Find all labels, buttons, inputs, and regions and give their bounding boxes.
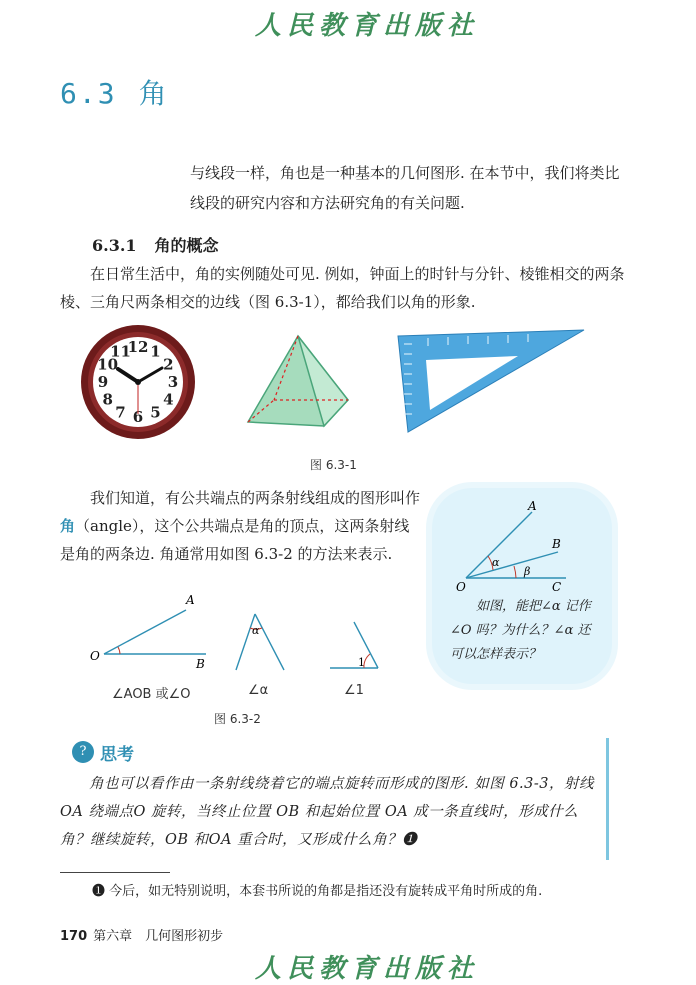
cloud-label-c: C: [552, 580, 562, 594]
cloud-label-alpha: α: [492, 556, 500, 569]
definition-text-before: 我们知道，有公共端点的两条射线组成的图形叫作: [90, 489, 421, 507]
clock-numeral: 12: [127, 338, 149, 356]
footnote: ❶ 今后，如无特别说明，本套书所说的角都是指还没有旋转成平角时所成的角.: [92, 884, 543, 899]
subsection-title: 角的概念: [154, 236, 219, 255]
figure-6-3-1: [78, 324, 588, 442]
section-title: [60, 72, 169, 112]
paragraph-examples: 在日常生活中，角的实例随处可见. 例如，钟面上的时针与分针、棱锥相交的两条棱、三角尺两条相交的边线（图 6.3-1），都给我们以角的形象.: [60, 265, 625, 311]
clock-numeral: 1: [150, 342, 161, 361]
fig2-label-a: A: [186, 593, 195, 607]
label-angle-aob: ∠AOB 或∠O: [112, 687, 191, 702]
definition-text-after: （angle），这个公共端点是角的顶点，这两条射线是角的两条边. 角通常用如图 6.3-2 的方法来表示.: [60, 517, 410, 563]
fig2-label-o: O: [90, 649, 100, 663]
page-footer: [60, 925, 223, 944]
clock-numeral: 2: [163, 355, 174, 374]
cloud-angle-diagram: [448, 496, 598, 596]
angle-one: [330, 622, 378, 669]
think-title: 思考: [100, 745, 134, 765]
figure-6-3-2: [88, 588, 408, 672]
angle-alpha: [236, 614, 284, 670]
intro-paragraph: 与线段一样，角也是一种基本的几何图形. 在本节中，我们将类比线段的研究内容和方法研究角的有关问题.: [190, 164, 620, 212]
publisher-watermark-bottom: 人民教育出版社: [255, 954, 480, 984]
subsection-heading: [92, 233, 219, 256]
clock-numeral: 8: [102, 390, 113, 409]
publisher-watermark-top: 人民教育出版社: [255, 11, 480, 41]
subsection-number: 6.3.1: [92, 236, 137, 255]
cloud-label-b: B: [552, 537, 561, 551]
clock-numeral: 7: [115, 403, 126, 422]
clock-image: [81, 325, 195, 439]
angle-aob: [90, 593, 206, 671]
figure-6-3-2-caption: 图 6.3-2: [214, 712, 261, 726]
section-number: 6.3: [60, 77, 117, 110]
cloud-question-text: 如图，能把∠α 记作∠O 吗？为什么？∠α 还可以怎样表示？: [450, 599, 591, 662]
clock-numeral: 3: [167, 373, 179, 391]
term-angle: 角: [60, 517, 76, 535]
think-text: 角也可以看作由一条射线绕着它的端点旋转而形成的图形. 如图 6.3-3，射线 OA 绕端点O 旋转，当终止位置 OB 和起始位置 OA 成一条直线时，形成什么角？继续旋转，OB 和OA 重合时，又形成什么角？❶: [60, 776, 595, 848]
label-angle-alpha: ∠α: [248, 683, 269, 698]
fig2-label-one: 1: [358, 656, 365, 669]
page-number: 170: [60, 929, 88, 944]
clock-numeral: 10: [97, 355, 119, 374]
clock-numeral: 11: [110, 342, 131, 361]
chapter-name: 第六章 几何图形初步: [93, 929, 224, 944]
clock-numeral: 6: [132, 408, 144, 426]
section-name: 角: [138, 77, 169, 110]
clock-numeral: 9: [97, 373, 109, 391]
label-angle-one: ∠1: [344, 683, 364, 698]
cloud-label-beta: β: [524, 565, 531, 578]
cloud-label-o: O: [456, 580, 466, 594]
footnote-divider: [60, 872, 170, 873]
cloud-label-a: A: [528, 499, 537, 513]
paragraph-angle-definition: [60, 484, 420, 568]
fig2-label-b: B: [196, 657, 205, 671]
figure-6-3-1-caption: 图 6.3-1: [310, 458, 357, 472]
clock-numeral: 4: [163, 390, 174, 409]
fig2-label-alpha: α: [252, 624, 260, 637]
pyramid-image: [248, 336, 348, 426]
clock-numeral: 5: [150, 403, 161, 422]
set-square-image: [398, 330, 584, 432]
lightbulb-icon: ?: [72, 741, 94, 763]
